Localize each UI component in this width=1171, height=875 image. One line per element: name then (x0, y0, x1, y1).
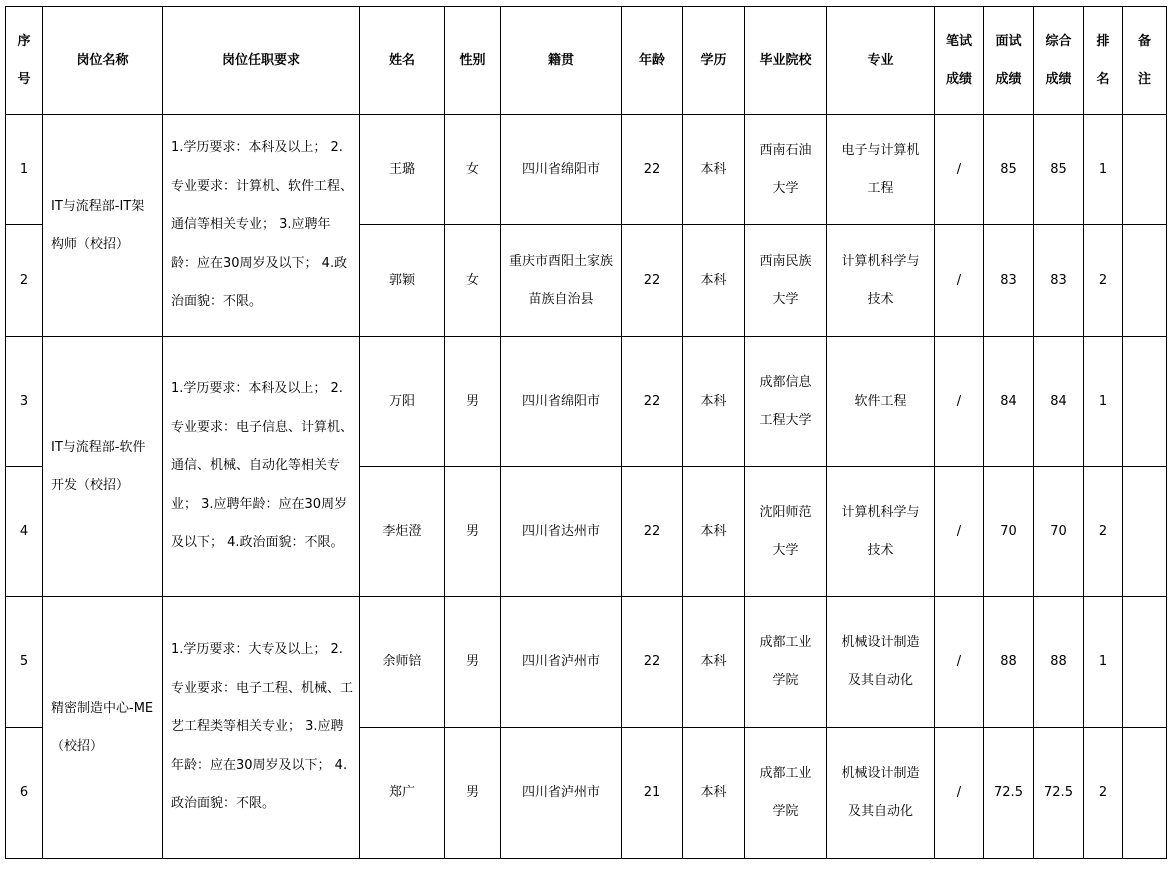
cell-origin: 四川省绵阳市 (501, 115, 622, 225)
cell-requirements: 1.学历要求：本科及以上； 2.专业要求：电子信息、计算机、通信、机械、自动化等相关专业； 3.应聘年龄：应在30周岁及以下； 4.政治面貌：不限。 (163, 337, 360, 597)
cell-major: 计算机科学与技术 (827, 225, 935, 337)
cell-interview: 70 (984, 467, 1034, 597)
cell-total: 84 (1034, 337, 1084, 467)
cell-total: 70 (1034, 467, 1084, 597)
cell-position: 精密制造中心-ME（校招） (43, 597, 163, 859)
cell-seq: 1 (6, 115, 43, 225)
cell-interview: 84 (984, 337, 1034, 467)
cell-seq: 5 (6, 597, 43, 728)
cell-position: IT与流程部-IT架构师（校招） (43, 115, 163, 337)
cell-gender: 男 (445, 337, 501, 467)
cell-name: 万阳 (360, 337, 445, 467)
cell-age: 22 (622, 225, 683, 337)
cell-requirements: 1.学历要求：大专及以上； 2.专业要求：电子工程、机械、工艺工程类等相关专业； 3.应聘年龄：应在30周岁及以下； 4.政治面貌：不限。 (163, 597, 360, 859)
cell-rank: 2 (1084, 225, 1123, 337)
cell-total: 88 (1034, 597, 1084, 728)
cell-written: / (935, 115, 984, 225)
cell-requirements: 1.学历要求：本科及以上； 2.专业要求：计算机、软件工程、通信等相关专业； 3.应聘年龄：应在30周岁及以下； 4.政治面貌：不限。 (163, 115, 360, 337)
cell-remark (1123, 225, 1167, 337)
cell-age: 22 (622, 467, 683, 597)
cell-seq: 6 (6, 728, 43, 859)
cell-name: 李炬澄 (360, 467, 445, 597)
cell-education: 本科 (683, 115, 745, 225)
cell-remark (1123, 115, 1167, 225)
header-position: 岗位名称 (43, 7, 163, 115)
table-row (6, 597, 1167, 728)
cell-major: 软件工程 (827, 337, 935, 467)
cell-interview: 88 (984, 597, 1034, 728)
cell-gender: 男 (445, 728, 501, 859)
cell-seq: 2 (6, 225, 43, 337)
cell-gender: 女 (445, 225, 501, 337)
cell-age: 22 (622, 115, 683, 225)
cell-origin: 四川省泸州市 (501, 597, 622, 728)
cell-position: IT与流程部-软件开发（校招） (43, 337, 163, 597)
cell-education: 本科 (683, 337, 745, 467)
cell-gender: 男 (445, 597, 501, 728)
cell-major: 机械设计制造及其自动化 (827, 597, 935, 728)
cell-seq: 4 (6, 467, 43, 597)
header-age: 年龄 (622, 7, 683, 115)
cell-rank: 1 (1084, 337, 1123, 467)
cell-total: 85 (1034, 115, 1084, 225)
cell-origin: 重庆市酉阳土家族苗族自治县 (501, 225, 622, 337)
cell-interview: 72.5 (984, 728, 1034, 859)
table-row (6, 337, 1167, 467)
cell-major: 电子与计算机工程 (827, 115, 935, 225)
cell-total: 72.5 (1034, 728, 1084, 859)
cell-origin: 四川省达州市 (501, 467, 622, 597)
cell-name: 王璐 (360, 115, 445, 225)
cell-school: 西南民族大学 (745, 225, 827, 337)
cell-age: 22 (622, 597, 683, 728)
header-written: 笔试成绩 (935, 7, 984, 115)
cell-name: 郑广 (360, 728, 445, 859)
cell-major: 计算机科学与技术 (827, 467, 935, 597)
cell-gender: 男 (445, 467, 501, 597)
cell-remark (1123, 467, 1167, 597)
cell-age: 21 (622, 728, 683, 859)
cell-education: 本科 (683, 467, 745, 597)
header-gender: 性别 (445, 7, 501, 115)
cell-written: / (935, 467, 984, 597)
cell-remark (1123, 728, 1167, 859)
cell-remark (1123, 337, 1167, 467)
cell-school: 成都工业学院 (745, 597, 827, 728)
cell-rank: 2 (1084, 728, 1123, 859)
header-total: 综合成绩 (1034, 7, 1084, 115)
header-origin: 籍贯 (501, 7, 622, 115)
cell-age: 22 (622, 337, 683, 467)
header-requirements: 岗位任职要求 (163, 7, 360, 115)
header-education: 学历 (683, 7, 745, 115)
cell-school: 成都信息工程大学 (745, 337, 827, 467)
cell-school: 沈阳师范大学 (745, 467, 827, 597)
cell-written: / (935, 597, 984, 728)
cell-seq: 3 (6, 337, 43, 467)
cell-name: 余师锫 (360, 597, 445, 728)
cell-origin: 四川省绵阳市 (501, 337, 622, 467)
header-seq: 序号 (6, 7, 43, 115)
header-school: 毕业院校 (745, 7, 827, 115)
header-name: 姓名 (360, 7, 445, 115)
results-table (5, 6, 1167, 859)
cell-remark (1123, 597, 1167, 728)
cell-interview: 83 (984, 225, 1034, 337)
cell-major: 机械设计制造及其自动化 (827, 728, 935, 859)
header-remark: 备注 (1123, 7, 1167, 115)
cell-total: 83 (1034, 225, 1084, 337)
header-major: 专业 (827, 7, 935, 115)
cell-education: 本科 (683, 225, 745, 337)
cell-origin: 四川省泸州市 (501, 728, 622, 859)
cell-written: / (935, 225, 984, 337)
cell-written: / (935, 337, 984, 467)
cell-education: 本科 (683, 728, 745, 859)
cell-rank: 1 (1084, 115, 1123, 225)
cell-gender: 女 (445, 115, 501, 225)
table-row (6, 115, 1167, 225)
cell-school: 成都工业学院 (745, 728, 827, 859)
cell-interview: 85 (984, 115, 1034, 225)
header-rank: 排名 (1084, 7, 1123, 115)
cell-rank: 2 (1084, 467, 1123, 597)
cell-school: 西南石油大学 (745, 115, 827, 225)
cell-written: / (935, 728, 984, 859)
header-row (6, 7, 1167, 115)
header-interview: 面试成绩 (984, 7, 1034, 115)
cell-name: 郭颖 (360, 225, 445, 337)
cell-rank: 1 (1084, 597, 1123, 728)
cell-education: 本科 (683, 597, 745, 728)
